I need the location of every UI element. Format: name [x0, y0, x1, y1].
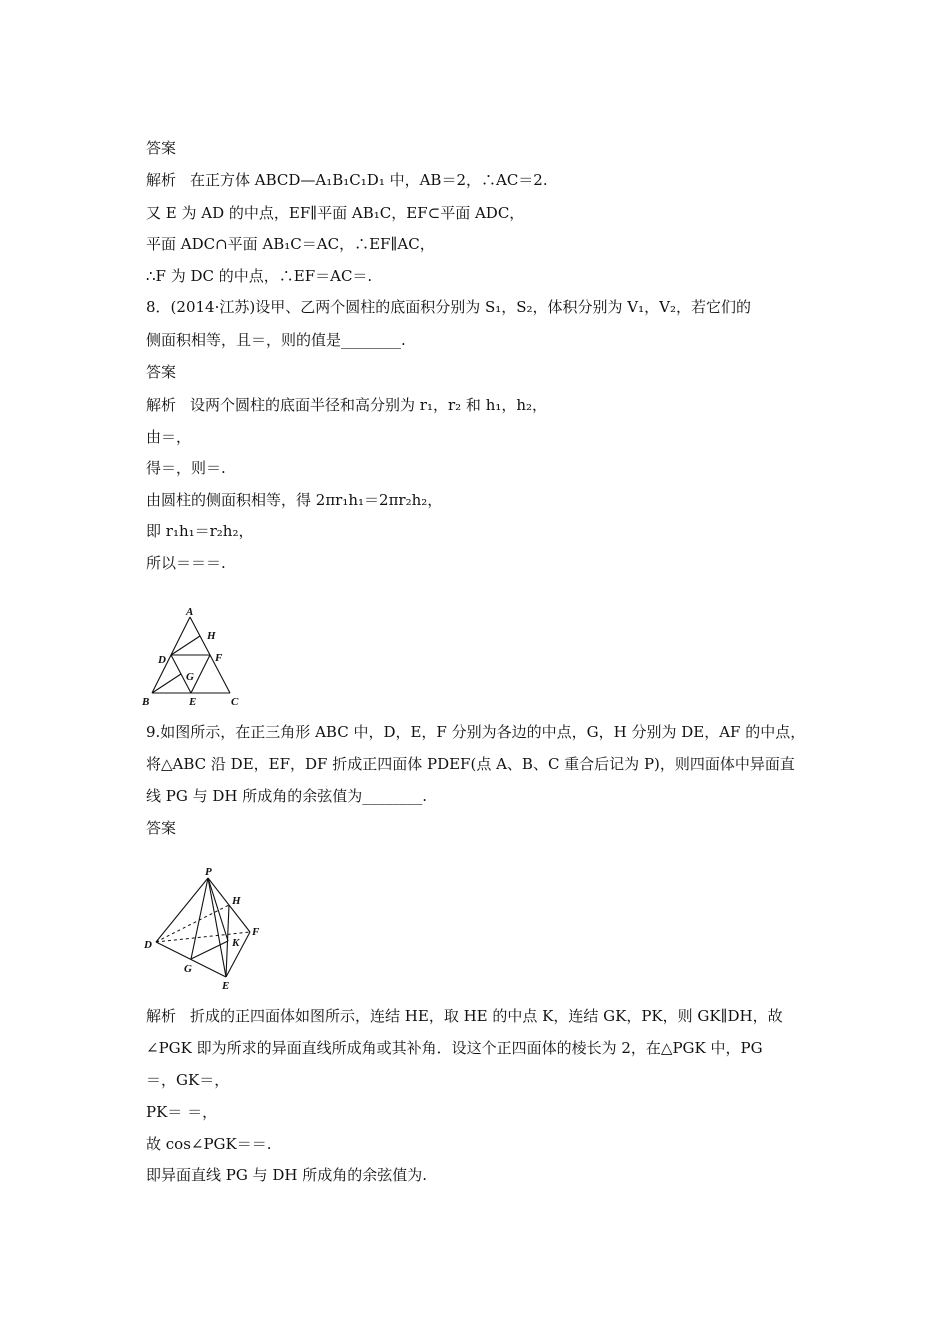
label-H: H [232, 895, 241, 907]
problem-8: 8．(2014·江苏)设甲、乙两个圆柱的底面积分别为 S₁，S₂，体积分别为 V₁，V₂，若它们的 [146, 298, 751, 316]
tetrahedron-figure [140, 862, 270, 990]
label-E: E [222, 980, 230, 990]
text-line: ∠PGK 即为所求的异面直线所成角或其补角．设这个正四面体的棱长为 2，在△PGK 中，PG [146, 1039, 763, 1057]
label-E: E [189, 696, 197, 708]
label-D: D [158, 654, 166, 666]
answer-label-9: 答案 [146, 819, 177, 837]
label-H: H [207, 630, 216, 642]
analysis-line: 解析 在正方体 ABCD—A₁B₁C₁D₁ 中，AB＝2，∴AC＝2. [146, 171, 548, 189]
label-G: G [184, 963, 192, 975]
text-line: 即 r₁h₁＝r₂h₂， [146, 522, 254, 540]
answer-label-7: 答案 [146, 139, 177, 157]
problem-9-cont: 线 PG 与 DH 所成角的余弦值为________. [146, 787, 428, 805]
analysis-line: 解析 设两个圆柱的底面半径和高分别为 r₁，r₂ 和 h₁，h₂， [146, 396, 548, 414]
label-F: F [215, 652, 223, 664]
text-line: ∴F 为 DC 的中点，∴EF＝AC＝. [146, 267, 373, 285]
text-line: 平面 ADC∩平面 AB₁C＝AC，∴EF∥AC， [146, 235, 435, 253]
text-line: 即异面直线 PG 与 DH 所成角的余弦值为. [146, 1166, 428, 1184]
problem-9: 9.如图所示，在正三角形 ABC 中，D，E，F 分别为各边的中点，G，H 分别为 DE，AF 的中点， [146, 723, 806, 741]
label-G: G [186, 671, 194, 683]
text-line: 由圆柱的侧面积相等，得 2πr₁h₁＝2πr₂h₂， [146, 491, 443, 509]
problem-8-cont: 侧面积相等，且＝，则的值是________. [146, 331, 406, 349]
label-D: D [144, 939, 152, 951]
analysis-line: 解析 折成的正四面体如图所示，连结 HE，取 HE 的中点 K，连结 GK，PK，则 GK∥DH，故 [146, 1007, 783, 1025]
segment-PG [191, 878, 208, 959]
triangle-figure [140, 605, 250, 710]
edge-PD [156, 878, 208, 942]
text-line: 故 cos∠PGK＝＝. [146, 1135, 272, 1153]
text-line: 又 E 为 AD 的中点，EF∥平面 AB₁C，EF⊂平面 ADC， [146, 204, 525, 222]
problem-9-cont: 将△ABC 沿 DE，EF，DF 折成正四面体 PDEF(点 A、B、C 重合后记为 P)，则四面体中异面直 [146, 755, 795, 773]
text-line: ＝，GK＝， [146, 1071, 230, 1089]
text-line: 所以＝＝＝. [146, 554, 226, 572]
text-line: 由＝， [146, 428, 192, 446]
text-line: PK＝ ＝， [146, 1103, 218, 1121]
label-K: K [232, 937, 240, 949]
answer-label-8: 答案 [146, 363, 177, 381]
text-line: 得＝，则＝. [146, 459, 226, 477]
label-A: A [186, 606, 194, 618]
label-B: B [142, 696, 150, 708]
label-P: P [205, 866, 212, 878]
label-C: C [231, 696, 239, 708]
label-F: F [252, 926, 260, 938]
